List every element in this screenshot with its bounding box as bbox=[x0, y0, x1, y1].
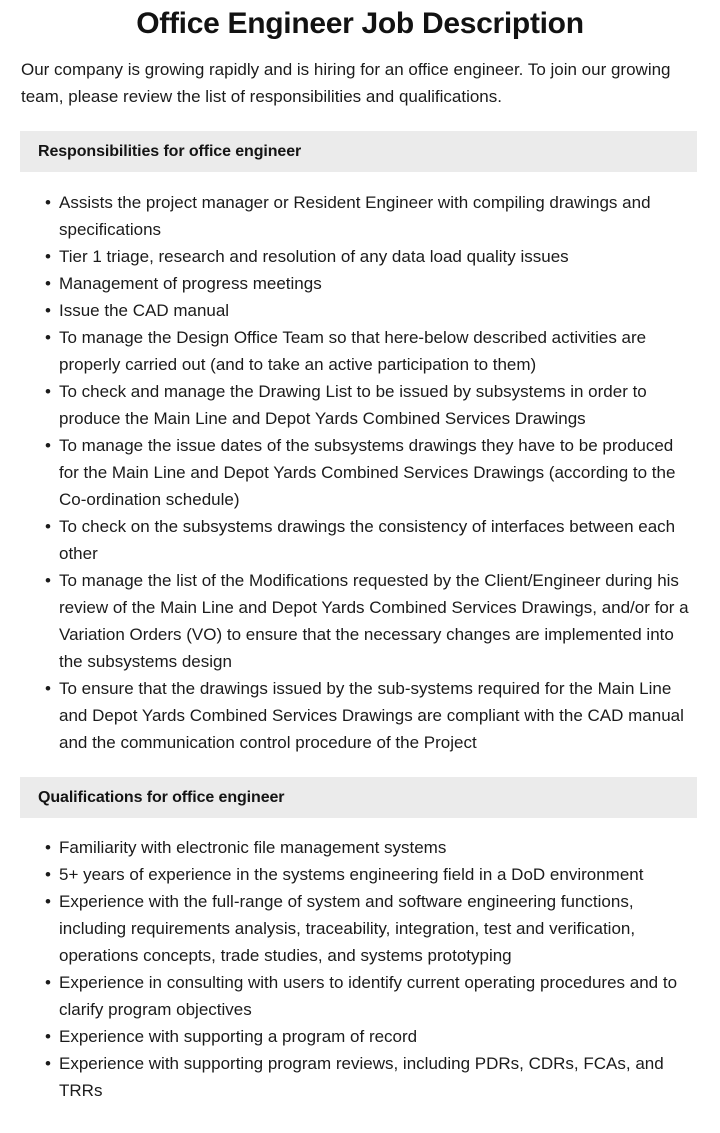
list-item: • Familiarity with electronic file management systems bbox=[59, 834, 696, 861]
list-item: • Experience with the full-range of system and software engineering functions, including requirements analysis, traceability, integration, test and verification, operations concepts, trade studies, and systems prototyping bbox=[59, 888, 696, 969]
list-item: • Issue the CAD manual bbox=[59, 297, 696, 324]
list-item: • Experience in consulting with users to identify current operating procedures and to clarify program objectives bbox=[59, 969, 696, 1023]
qualifications-list bbox=[0, 834, 720, 1104]
page-title: Office Engineer Job Description bbox=[136, 7, 584, 40]
list-item: • To manage the Design Office Team so that here-below described activities are properly carried out (and to take an active participation to them) bbox=[59, 324, 696, 378]
section-header-qualifications bbox=[20, 777, 697, 818]
list-item: • To ensure that the drawings issued by the sub-systems required for the Main Line and Depot Yards Combined Services Drawings are compliant with the CAD manual and the communication control procedure of the Project bbox=[59, 675, 696, 756]
list-item: • Management of progress meetings bbox=[59, 270, 696, 297]
section-heading-label: Responsibilities for office engineer bbox=[38, 142, 302, 160]
responsibilities-list bbox=[0, 189, 720, 756]
section-heading-label: Qualifications for office engineer bbox=[38, 788, 285, 806]
list-item: • Assists the project manager or Resident Engineer with compiling drawings and specifications bbox=[59, 189, 696, 243]
list-item: • To manage the issue dates of the subsystems drawings they have to be produced for the Main Line and Depot Yards Combined Services Drawings (according to the Co-ordination schedule) bbox=[59, 432, 696, 513]
list-item: • To manage the list of the Modifications requested by the Client/Engineer during his review of the Main Line and Depot Yards Combined Services Drawings, and/or for a Variation Orders (VO) to ensure that the necessary changes are implemented into the subsystems design bbox=[59, 567, 696, 675]
list-item: • Tier 1 triage, research and resolution of any data load quality issues bbox=[59, 243, 696, 270]
list-item: • Experience with supporting program reviews, including PDRs, CDRs, FCAs, and TRRs bbox=[59, 1050, 696, 1104]
section-header-responsibilities bbox=[20, 131, 697, 172]
list-item: • Experience with supporting a program of record bbox=[59, 1023, 696, 1050]
intro-paragraph: Our company is growing rapidly and is hiring for an office engineer. To join our growing team, please review the list of responsibilities and qualifications. bbox=[21, 60, 671, 106]
list-item: • 5+ years of experience in the systems engineering field in a DoD environment bbox=[59, 861, 696, 888]
list-item: • To check and manage the Drawing List to be issued by subsystems in order to produce the Main Line and Depot Yards Combined Services Drawings bbox=[59, 378, 696, 432]
list-item: • To check on the subsystems drawings the consistency of interfaces between each other bbox=[59, 513, 696, 567]
